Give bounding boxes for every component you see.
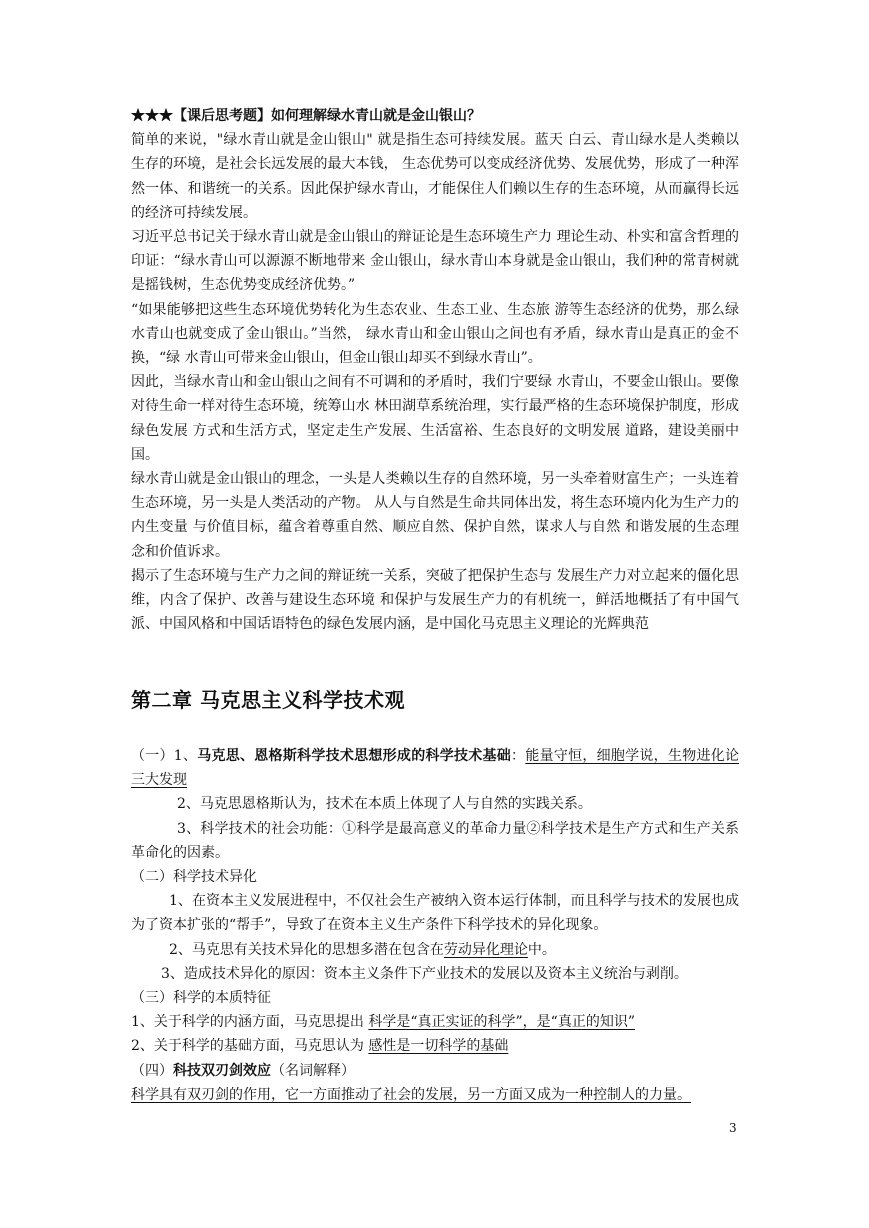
paragraph-3: “如果能够把这些生态环境优势转化为生态农业、生态工业、生态旅 游等生态经济的优势，那么绿水青山也就变成了金山银山。”当然， 绿水青山和金山银山之间也有矛盾，绿水青山是真正的金不换，“绿 水青山可带来金山银山，但金山银山却买不到绿水青山”。 [131, 301, 739, 367]
line-12 [131, 1083, 739, 1107]
line-9-underline: 科学是“真正实证的科学”，是“真正的知识” [368, 1014, 635, 1031]
line-10-underline: 感性是一切科学的基础 [368, 1038, 509, 1055]
section-chapter-2 [131, 744, 739, 1107]
line-5 [131, 889, 739, 937]
line-11 [131, 1059, 739, 1083]
line-11-a: （四） [131, 1062, 173, 1079]
line-1-prefix: （一）1、 [131, 748, 198, 764]
line-3-text: 3、科学技术的社会功能：①科学是最高意义的革命力量②科学技术是生产方式和生产关系革命化的因素。 [131, 820, 739, 861]
line-6-a: 2、马克思有关技术异化的思想多潜在包含在 [169, 941, 444, 958]
question-heading [131, 104, 739, 128]
line-6-b: 中。 [527, 941, 556, 958]
line-6 [131, 938, 739, 962]
line-2: 2、马克思恩格斯认为，技术在本质上体现了人与自然的实践关系。 [177, 796, 592, 813]
line-9-a: 1、关于科学的内涵方面，马克思提出 [131, 1014, 369, 1031]
paragraph-2: 习近平总书记关于绿水青山就是金山银山的辩证论是生态环境生产力 理论生动、朴实和富含哲理的印证：“绿水青山可以源源不断地带来 金山银山，绿水青山本身就是金山银山，我们种的常青树就是摇钱树，生态优势变成经济优势。” [131, 229, 739, 294]
line-7: 3、造成技术异化的原因：资本主义条件下产业技术的发展以及资本主义统治与剥削。 [161, 965, 688, 982]
paragraph-5: 绿水青山就是金山银山的理念，一头是人类赖以生存的自然环境，另一头牵着财富生产；一头连着生态环境，另一头是人类活动的产物。 从人与自然是生命共同体出发，将生态环境内化为生产力的内生变量 与价值目标，蕴含着尊重自然、顺应自然、保护自然，谋求人与自然 和谐发展的生态理念和价值诉求。 [131, 471, 739, 560]
chapter-title: 第二章 马克思主义科学技术观 [131, 688, 405, 712]
line-1-bold: 马克思、恩格斯科学技术思想形成的科学技术基础 [197, 748, 512, 764]
line-11-c: （名词解释） [271, 1062, 355, 1079]
paragraph-6: 揭示了生态环境与生产力之间的辩证统一关系，突破了把保护生态与 发展生产力对立起来的僵化思维，内含了保护、改善与建设生态环境 和保护与发展生产力的有机统一，鲜活地概括了有中国气派、中国风格和中国话语特色的绿色发展内涵，是中国化马克思主义理论的光辉典范 [131, 567, 739, 633]
line-6-underline: 劳动异化理论 [443, 941, 528, 958]
line-4: （二）科学技术异化 [131, 869, 257, 886]
line-3 [131, 817, 739, 865]
line-1-underline: 能量守恒，细胞学说，生物进化论 三大发现 [131, 748, 740, 789]
stars: ★★★ [131, 108, 173, 124]
line-11-bold: 科技双刃剑效应 [173, 1062, 271, 1079]
line-9 [131, 1010, 739, 1034]
line-8: （三）科学的本质特征 [131, 990, 271, 1007]
line-1 [131, 744, 739, 792]
line-10-a: 2、关于科学的基础方面，马克思认为 [131, 1038, 369, 1055]
line-1-colon: ： [511, 748, 526, 764]
page-number: 3 [729, 1121, 737, 1135]
section-thinking-question [131, 104, 739, 636]
paragraph-1: 简单的来说，"绿水青山就是金山银山" 就是指生态可持续发展。蓝天 白云、青山绿水是人类赖以生存的环境，是社会长远发展的最大本钱， 生态优势可以变成经济优势、发展优势，形成了一种浑然一体、和谐统一的关系。因此保护绿水青山，才能保住人们赖以生存的生态环境，从而赢得长远的经济可持续发展。 [131, 132, 739, 221]
paragraph-4: 因此，当绿水青山和金山银山之间有不可调和的矛盾时，我们宁要绿 水青山，不要金山银山。要像对待生命一样对待生态环境，统筹山水 林田湖草系统治理，实行最严格的生态环境保护制度，形成绿色发展 方式和生活方式，坚定走生产发展、生活富裕、生态良好的文明发展 道路，建设美丽中国。 [131, 374, 739, 463]
line-5-text: 1、在资本主义发展进程中，不仅社会生产被纳入资本运行体制，而且科学与技术的发展也成为了资本扩张的“帮手”，导致了在资本主义生产条件下科学技术的异化现象。 [131, 893, 739, 934]
line-12-underline: 科学具有双刃剑的作用，它一方面推动了社会的发展，另一方面又成为一种控制人的力量。 [131, 1086, 691, 1103]
line-10 [131, 1034, 739, 1058]
question-title: 【课后思考题】如何理解绿水青山就是金山银山？ [173, 108, 481, 124]
